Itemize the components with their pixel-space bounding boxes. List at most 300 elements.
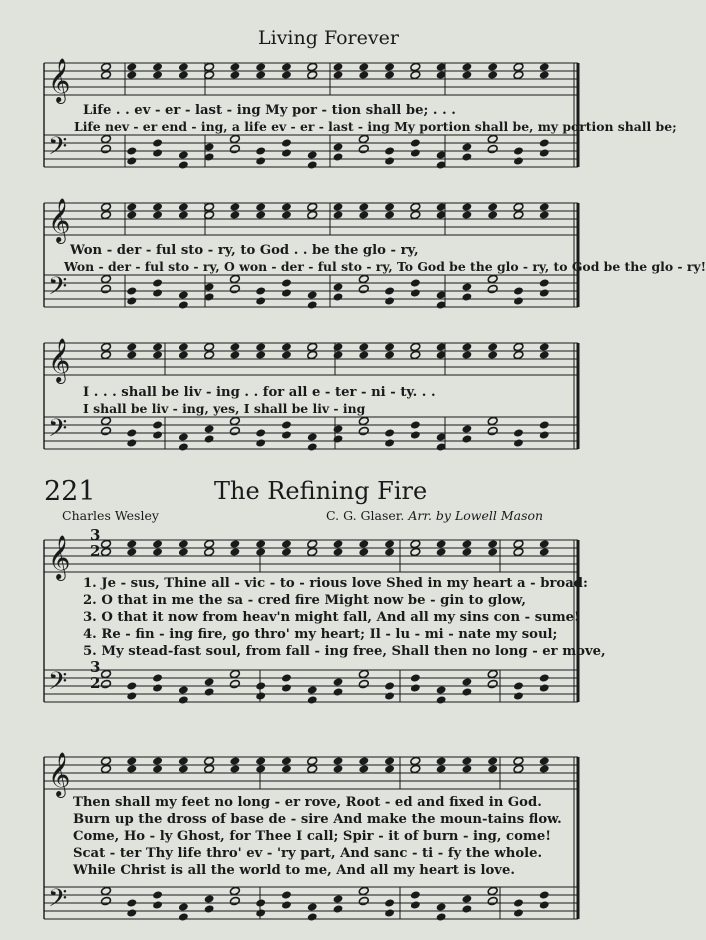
bass-note [513,296,524,305]
tenor-note [307,685,318,694]
melody-note [126,539,137,548]
bass-note [410,900,421,909]
alto-note [513,210,524,219]
stanza-5-line-1: 5. My stead-fast soul, from fall - ing free, Shall then no long - er move, [83,644,606,659]
alto-note [513,70,524,79]
alto-note [333,350,344,359]
alto-note [281,70,292,79]
tenor-note [307,150,318,159]
bass-note [126,156,137,165]
bass-note [384,438,395,447]
tenor-note [178,290,189,299]
melody-note [539,539,550,548]
alto-note [384,70,395,79]
tenor-note [358,416,369,425]
bass-note [513,908,524,917]
alto-note [487,547,498,556]
alto-note [152,70,163,79]
melody-note [281,202,292,211]
alto-note [539,210,550,219]
treble-clef-icon: 𝄞 [48,535,71,579]
bass-note [513,691,524,700]
time-sig-top-bass: 3 [90,658,101,676]
melody-note [204,539,215,548]
bass-note [513,156,524,165]
tenor-note [152,673,163,682]
bass-note [126,908,137,917]
bass-note [255,296,266,305]
arranger-name: Arr. by Lowell Mason [408,508,544,523]
melody-note [281,756,292,765]
bass-note [487,896,498,905]
bass-note [126,691,137,700]
alto-note [255,764,266,773]
bass-note [255,438,266,447]
treble-clef-icon: 𝄞 [48,752,71,796]
melody-note [101,539,112,548]
alto-note [333,547,344,556]
alto-note [281,764,292,773]
tenor-note [255,146,266,155]
tenor-note [358,669,369,678]
alto-note [152,210,163,219]
tenor-note [307,902,318,911]
bass-note [333,292,344,301]
alto-note [487,350,498,359]
melody-note [461,202,472,211]
tenor-note [152,890,163,899]
alto-note [126,210,137,219]
tenor-note [539,278,550,287]
bass-note [204,687,215,696]
melody-note [204,756,215,765]
bass-note [461,687,472,696]
melody-note [358,756,369,765]
bass-note [461,292,472,301]
bass-note [178,160,189,169]
alto-note [178,547,189,556]
system-2-bass-lyric: Won - der - ful sto - ry, O won - der - ful sto - ry, To God be the glo - ry, to God be the glo - ry! [64,259,706,274]
tenor-note [333,282,344,291]
tenor-note [461,424,472,433]
tenor-note [513,146,524,155]
melody-note [513,202,524,211]
alto-note [333,210,344,219]
alto-note [358,350,369,359]
bass-note [307,912,318,921]
time-sig-bottom-treble: 2 [90,542,101,560]
stanza-2-line-2: Burn up the dross of base de - sire And make the moun-tains flow. [73,812,562,827]
melody-note [358,202,369,211]
melody-note [307,62,318,71]
melody-note [410,62,421,71]
tenor-note [178,902,189,911]
tenor-note [307,290,318,299]
tenor-note [229,886,240,895]
alto-note [307,764,318,773]
tenor-note [487,886,498,895]
tenor-note [101,416,112,425]
tenor-note [101,669,112,678]
alto-note [255,210,266,219]
bass-note [307,160,318,169]
bass-note [126,438,137,447]
melody-note [513,62,524,71]
tenor-note [255,428,266,437]
tenor-note [281,138,292,147]
melody-note [513,342,524,351]
alto-note [307,210,318,219]
tenor-note [461,282,472,291]
tenor-note [281,890,292,899]
alto-note [101,210,112,219]
bass-note [410,430,421,439]
bass-note [461,904,472,913]
bass-note [487,144,498,153]
tenor-note [513,898,524,907]
bass-note [281,900,292,909]
melody-note [307,756,318,765]
tenor-note [487,274,498,283]
alto-note [410,764,421,773]
bass-note [101,679,112,688]
system-3-melody-lyric: I . . . shall be liv - ing . . for all e - ter - ni - ty. . . [83,385,436,400]
tenor-note [513,286,524,295]
bass-note [101,896,112,905]
melody-note [539,62,550,71]
bass-note [152,900,163,909]
tenor-note [229,274,240,283]
alto-note [126,70,137,79]
melody-note [333,62,344,71]
tenor-note [281,278,292,287]
bass-note [487,679,498,688]
tenor-note [333,424,344,433]
bass-note [152,430,163,439]
bass-note [281,288,292,297]
stanza-5-line-2: While Christ is all the world to me, And all my heart is love. [73,863,515,878]
alto-note [229,547,240,556]
melody-note [178,342,189,351]
melody-note [255,62,266,71]
treble-clef-icon: 𝄞 [48,198,71,242]
stanza-3-line-1: 3. O that it now from heav'n might fall, And all my sins con - sume! [83,610,580,625]
stanza-1-line-1: 1. Je - sus, Thine all - vic - to - rious love Shed in my heart a - broad: [83,576,588,591]
alto-note [281,350,292,359]
stanza-2-line-1: 2. O that in me the sa - cred fire Might now be - gin to glow, [83,593,526,608]
bass-note [358,679,369,688]
tenor-note [152,420,163,429]
alto-note [436,547,447,556]
bass-note [281,148,292,157]
tenor-note [487,134,498,143]
alto-note [255,547,266,556]
tenor-note [333,677,344,686]
alto-note [178,70,189,79]
tenor-note [204,677,215,686]
melody-note [255,756,266,765]
melody-note [358,62,369,71]
melody-note [384,202,395,211]
bass-note [358,896,369,905]
alto-note [101,70,112,79]
bass-note [539,430,550,439]
stanza-1-line-2: Then shall my feet no long - er rove, Root - ed and fixed in God. [73,795,542,810]
melody-note [229,756,240,765]
bass-clef-icon: 𝄢 [48,132,68,167]
melody-note [152,342,163,351]
melody-note [539,202,550,211]
tenor-note [384,428,395,437]
tenor-note [461,142,472,151]
melody-note [126,756,137,765]
bass-note [384,296,395,305]
hymn-220-title: Living Forever [258,27,399,49]
alto-note [539,547,550,556]
tenor-note [101,274,112,283]
alto-note [307,70,318,79]
alto-note [410,70,421,79]
melody-note [255,202,266,211]
bass-note [101,144,112,153]
tenor-note [229,134,240,143]
tenor-note [384,146,395,155]
bass-note [178,300,189,309]
tenor-note [539,673,550,682]
alto-note [384,350,395,359]
tenor-note [178,432,189,441]
alto-note [461,70,472,79]
alto-note [126,764,137,773]
tenor-note [178,150,189,159]
alto-note [204,764,215,773]
melody-note [487,539,498,548]
alto-note [461,764,472,773]
tenor-note [436,902,447,911]
melody-note [333,342,344,351]
alto-note [461,547,472,556]
alto-note [461,350,472,359]
composer-credit [326,508,543,523]
tenor-note [152,138,163,147]
tenor-note [539,890,550,899]
melody-note [152,539,163,548]
alto-note [204,350,215,359]
melody-note [126,342,137,351]
alto-note [513,764,524,773]
treble-clef-icon: 𝄞 [48,338,71,382]
bass-note [513,438,524,447]
tenor-note [436,685,447,694]
time-sig-bottom-bass: 2 [90,674,101,692]
alto-note [358,547,369,556]
tenor-note [384,681,395,690]
alto-note [410,547,421,556]
alto-note [513,350,524,359]
melody-note [101,202,112,211]
bass-note [229,896,240,905]
tenor-note [358,134,369,143]
alto-note [384,210,395,219]
bass-note [384,908,395,917]
bass-note [410,288,421,297]
bass-note [204,904,215,913]
alto-note [152,764,163,773]
bass-note [410,683,421,692]
system-2-melody-lyric: Won - der - ful sto - ry, to God . . be the glo - ry, [70,243,419,258]
melody-note [229,202,240,211]
melody-note [513,756,524,765]
alto-note [152,350,163,359]
alto-note [101,350,112,359]
tenor-note [539,420,550,429]
tenor-note [333,894,344,903]
bass-note [152,288,163,297]
tenor-note [461,677,472,686]
tenor-note [255,681,266,690]
tenor-note [307,432,318,441]
bass-note [539,683,550,692]
bass-note [487,284,498,293]
melody-note [384,756,395,765]
tenor-note [358,886,369,895]
tenor-note [410,278,421,287]
tenor-note [410,138,421,147]
melody-note [152,202,163,211]
alto-note [307,547,318,556]
bass-note [178,695,189,704]
bass-note [126,296,137,305]
alto-note [307,350,318,359]
time-sig-top-treble: 3 [90,526,101,544]
melody-note [513,539,524,548]
tenor-note [101,134,112,143]
alto-note [126,350,137,359]
author-credit: Charles Wesley [62,508,159,523]
bass-note [436,695,447,704]
melody-note [333,202,344,211]
bass-note [229,679,240,688]
alto-note [487,210,498,219]
melody-note [487,342,498,351]
bass-note [101,426,112,435]
alto-note [410,350,421,359]
tenor-note [126,146,137,155]
alto-note [281,547,292,556]
tenor-note [126,898,137,907]
bass-note [333,904,344,913]
bass-note [204,434,215,443]
stanza-4-line-2: Scat - ter Thy life thro' ev - 'ry part, And sanc - ti - fy the whole. [73,846,543,861]
alto-note [229,210,240,219]
bass-note [333,152,344,161]
melody-note [204,342,215,351]
alto-note [255,350,266,359]
bass-note [229,284,240,293]
tenor-note [333,142,344,151]
melody-note [358,342,369,351]
alto-note [358,764,369,773]
bass-note [281,430,292,439]
melody-note [410,756,421,765]
melody-note [178,756,189,765]
tenor-note [410,673,421,682]
alto-note [436,764,447,773]
stanza-4-line-1: 4. Re - fin - ing fire, go thro' my heart; Il - lu - mi - nate my soul; [83,627,558,642]
melody-note [358,539,369,548]
melody-note [229,342,240,351]
tenor-note [126,681,137,690]
melody-note [333,756,344,765]
system-1-melody-lyric: Life . . ev - er - last - ing My por - tion shall be; . . . [83,103,456,118]
melody-note [307,342,318,351]
alto-note [410,210,421,219]
alto-note [384,547,395,556]
melody-note [255,342,266,351]
alto-note [281,210,292,219]
bass-note [333,434,344,443]
tenor-note [513,428,524,437]
bass-note [384,156,395,165]
bass-note [255,908,266,917]
tenor-note [204,424,215,433]
melody-note [461,62,472,71]
tenor-note [384,286,395,295]
tenor-note [487,416,498,425]
melody-note [178,62,189,71]
alto-note [255,70,266,79]
alto-note [126,547,137,556]
alto-note [333,70,344,79]
melody-note [101,756,112,765]
bass-note [307,442,318,451]
system-1-bass-lyric: Life nev - er end - ing, a life ev - er - last - ing My portion shall be, my portion shall be; [74,119,677,134]
bass-note [152,683,163,692]
melody-note [487,756,498,765]
alto-note [333,764,344,773]
bass-clef-icon: 𝄢 [48,414,68,449]
tenor-note [229,416,240,425]
bass-note [461,152,472,161]
alto-note [204,547,215,556]
melody-note [101,62,112,71]
tenor-note [384,898,395,907]
alto-note [487,70,498,79]
melody-note [487,202,498,211]
melody-note [410,342,421,351]
tenor-note [539,138,550,147]
alto-note [539,764,550,773]
melody-note [126,202,137,211]
hymn-number: 221 [44,476,96,507]
bass-note [152,148,163,157]
tenor-note [255,898,266,907]
bass-note [539,148,550,157]
melody-note [178,202,189,211]
melody-note [255,539,266,548]
melody-note [307,202,318,211]
alto-note [101,764,112,773]
bass-note [410,148,421,157]
tenor-note [281,673,292,682]
tenor-note [410,420,421,429]
bass-note [255,691,266,700]
melody-note [178,539,189,548]
bass-note [229,426,240,435]
alto-note [358,70,369,79]
melody-note [410,539,421,548]
alto-note [461,210,472,219]
